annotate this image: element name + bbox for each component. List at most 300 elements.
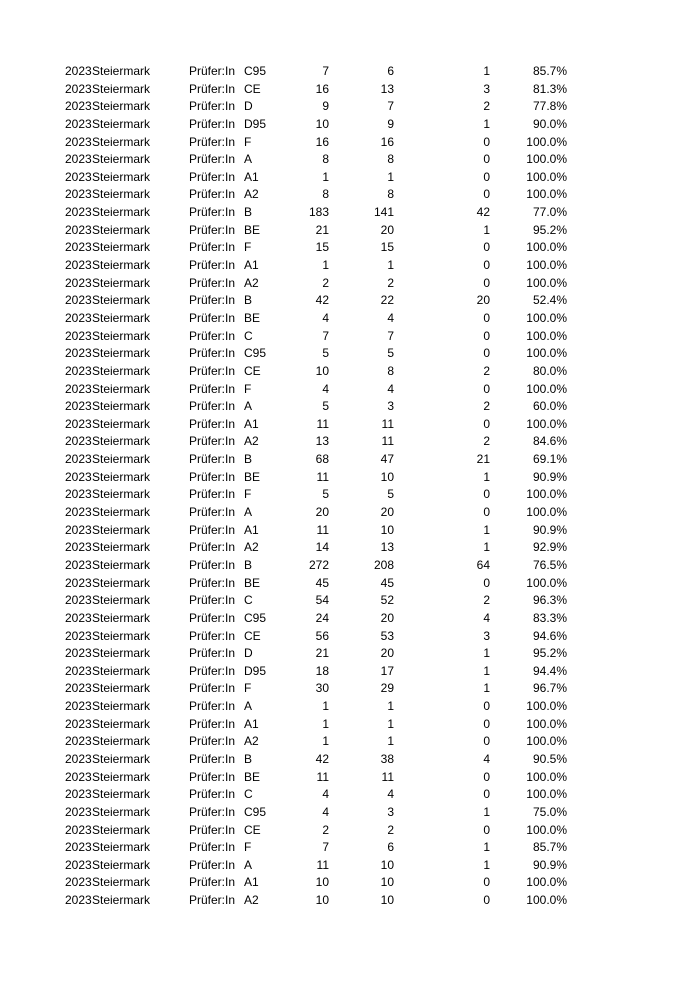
total-count-cell: 272: [308, 557, 329, 572]
failed-count-cell: 0: [483, 310, 490, 325]
year-cell: 2023: [65, 434, 92, 449]
passed-count-cell: 11: [381, 434, 394, 449]
table-row: [0, 116, 700, 134]
failed-count-cell: 1: [483, 663, 490, 678]
total-count-cell: 11: [316, 522, 329, 537]
year-cell: 2023: [65, 787, 92, 802]
passed-count-cell: 15: [380, 240, 394, 255]
pass-rate-cell: 83.3%: [532, 610, 567, 625]
total-count-cell: 21: [315, 222, 329, 237]
region-cell: Steiermark: [92, 804, 151, 819]
license-class-cell: D95: [244, 663, 267, 678]
region-cell: Steiermark: [92, 381, 151, 396]
total-count-cell: 2: [322, 275, 329, 290]
total-count-cell: 20: [315, 505, 329, 520]
region-cell: Steiermark: [92, 734, 151, 749]
region-cell: Steiermark: [92, 187, 151, 202]
examiner-role-cell: Prüfer:In: [189, 787, 236, 802]
region-cell: Steiermark: [92, 540, 151, 555]
examiner-role-cell: Prüfer:In: [189, 699, 236, 714]
total-count-cell: 7: [322, 840, 329, 855]
region-cell: Steiermark: [92, 416, 151, 431]
year-cell: 2023: [65, 258, 92, 273]
table-row: [0, 416, 700, 434]
total-count-cell: 30: [315, 681, 329, 696]
failed-count-cell: 0: [483, 134, 490, 149]
total-count-cell: 183: [308, 205, 329, 220]
passed-count-cell: 20: [380, 646, 394, 661]
passed-count-cell: 8: [387, 152, 394, 167]
region-cell: Steiermark: [92, 469, 151, 484]
failed-count-cell: 3: [483, 628, 490, 643]
examiner-role-cell: Prüfer:In: [189, 293, 236, 308]
license-class-cell: A: [244, 857, 253, 872]
year-cell: 2023: [65, 663, 92, 678]
region-cell: Steiermark: [92, 275, 151, 290]
year-cell: 2023: [65, 487, 92, 502]
examiner-role-cell: Prüfer:In: [189, 469, 236, 484]
license-class-cell: BE: [244, 310, 261, 325]
license-class-cell: C95: [244, 804, 267, 819]
table-row: [0, 539, 700, 557]
year-cell: 2023: [65, 505, 92, 520]
year-cell: 2023: [65, 593, 92, 608]
license-class-cell: A2: [244, 434, 259, 449]
failed-count-cell: 0: [483, 416, 490, 431]
total-count-cell: 1: [322, 734, 329, 749]
table-row: [0, 363, 700, 381]
examiner-role-cell: Prüfer:In: [189, 540, 236, 555]
region-cell: Steiermark: [92, 328, 151, 343]
pass-rate-cell: 100.0%: [526, 169, 567, 184]
failed-count-cell: 0: [483, 381, 490, 396]
pass-rate-cell: 84.6%: [532, 434, 567, 449]
table-row: [0, 645, 700, 663]
region-cell: Steiermark: [92, 610, 151, 625]
total-count-cell: 10: [315, 893, 329, 908]
table-row: [0, 292, 700, 310]
table-row: [0, 557, 700, 575]
pass-rate-cell: 92.9%: [532, 540, 567, 555]
license-class-cell: A: [244, 505, 253, 520]
year-cell: 2023: [65, 99, 92, 114]
table-row: [0, 804, 700, 822]
passed-count-cell: 4: [387, 310, 394, 325]
table-row: [0, 63, 700, 81]
table-row: [0, 275, 700, 293]
total-count-cell: 8: [322, 187, 329, 202]
examiner-role-cell: Prüfer:In: [189, 64, 236, 78]
region-cell: Steiermark: [92, 434, 151, 449]
failed-count-cell: 2: [483, 363, 490, 378]
examiner-role-cell: Prüfer:In: [189, 557, 236, 572]
total-count-cell: 13: [315, 434, 329, 449]
total-count-cell: 1: [322, 258, 329, 273]
table-row: [0, 151, 700, 169]
region-cell: Steiermark: [92, 505, 151, 520]
examiner-role-cell: Prüfer:In: [189, 275, 236, 290]
passed-count-cell: 38: [380, 751, 394, 766]
passed-count-cell: 20: [380, 610, 394, 625]
examiner-role-cell: Prüfer:In: [189, 222, 236, 237]
year-cell: 2023: [65, 699, 92, 714]
year-cell: 2023: [65, 540, 92, 555]
year-cell: 2023: [65, 416, 92, 431]
examiner-role-cell: Prüfer:In: [189, 434, 236, 449]
license-class-cell: A1: [244, 258, 259, 273]
pass-rate-cell: 100.0%: [526, 275, 567, 290]
examiner-role-cell: Prüfer:In: [189, 840, 236, 855]
passed-count-cell: 141: [373, 205, 394, 220]
table-row: [0, 222, 700, 240]
region-cell: Steiermark: [92, 487, 151, 502]
license-class-cell: CE: [244, 81, 261, 96]
examiner-role-cell: Prüfer:In: [189, 681, 236, 696]
pass-rate-cell: 100.0%: [526, 505, 567, 520]
table-row: [0, 469, 700, 487]
failed-count-cell: 1: [483, 857, 490, 872]
year-cell: 2023: [65, 575, 92, 590]
license-class-cell: CE: [244, 822, 261, 837]
total-count-cell: 5: [322, 487, 329, 502]
total-count-cell: 7: [322, 64, 329, 78]
year-cell: 2023: [65, 751, 92, 766]
table-row: [0, 628, 700, 646]
license-class-cell: A2: [244, 187, 259, 202]
license-class-cell: C95: [244, 610, 267, 625]
pass-rate-cell: 80.0%: [532, 363, 567, 378]
license-class-cell: B: [244, 293, 253, 308]
region-cell: Steiermark: [92, 363, 151, 378]
region-cell: Steiermark: [92, 134, 151, 149]
passed-count-cell: 1: [387, 716, 394, 731]
pass-rate-cell: 77.8%: [532, 99, 567, 114]
license-class-cell: C95: [244, 346, 267, 361]
year-cell: 2023: [65, 205, 92, 220]
failed-count-cell: 0: [483, 169, 490, 184]
year-cell: 2023: [65, 646, 92, 661]
year-cell: 2023: [65, 222, 92, 237]
license-class-cell: BE: [244, 222, 261, 237]
total-count-cell: 4: [322, 787, 329, 802]
total-count-cell: 56: [315, 628, 329, 643]
region-cell: Steiermark: [92, 99, 151, 114]
failed-count-cell: 0: [483, 487, 490, 502]
table-row: [0, 328, 700, 346]
failed-count-cell: 0: [483, 716, 490, 731]
examiner-role-cell: Prüfer:In: [189, 663, 236, 678]
region-cell: Steiermark: [92, 293, 151, 308]
pass-rate-cell: 100.0%: [526, 487, 567, 502]
region-cell: Steiermark: [92, 258, 151, 273]
pass-rate-cell: 90.9%: [532, 469, 567, 484]
passed-count-cell: 22: [380, 293, 394, 308]
table-row: [0, 592, 700, 610]
passed-count-cell: 1: [387, 258, 394, 273]
passed-count-cell: 17: [380, 663, 394, 678]
table-row: [0, 663, 700, 681]
pass-rate-cell: 100.0%: [526, 134, 567, 149]
year-cell: 2023: [65, 769, 92, 784]
license-class-cell: A2: [244, 893, 259, 908]
license-class-cell: C: [244, 328, 253, 343]
passed-count-cell: 2: [387, 275, 394, 290]
year-cell: 2023: [65, 522, 92, 537]
region-cell: Steiermark: [92, 893, 151, 908]
failed-count-cell: 1: [483, 540, 490, 555]
region-cell: Steiermark: [92, 822, 151, 837]
license-class-cell: F: [244, 681, 252, 696]
passed-count-cell: 8: [387, 363, 394, 378]
table-row: [0, 451, 700, 469]
passed-count-cell: 20: [380, 505, 394, 520]
pass-rate-cell: 95.2%: [532, 646, 567, 661]
region-cell: Steiermark: [92, 64, 151, 78]
failed-count-cell: 1: [483, 522, 490, 537]
pass-rate-cell: 77.0%: [532, 205, 567, 220]
failed-count-cell: 0: [483, 328, 490, 343]
pass-rate-cell: 100.0%: [526, 699, 567, 714]
table-row: [0, 769, 700, 787]
failed-count-cell: 0: [483, 505, 490, 520]
license-class-cell: F: [244, 487, 252, 502]
passed-count-cell: 16: [380, 134, 394, 149]
total-count-cell: 1: [322, 716, 329, 731]
total-count-cell: 7: [322, 328, 329, 343]
passed-count-cell: 10: [380, 469, 394, 484]
exam-results-table: [0, 63, 700, 910]
failed-count-cell: 2: [483, 99, 490, 114]
total-count-cell: 21: [315, 646, 329, 661]
pass-rate-cell: 75.0%: [532, 804, 567, 819]
examiner-role-cell: Prüfer:In: [189, 734, 236, 749]
region-cell: Steiermark: [92, 787, 151, 802]
failed-count-cell: 20: [476, 293, 490, 308]
table-row: [0, 257, 700, 275]
license-class-cell: A2: [244, 540, 259, 555]
pass-rate-cell: 81.3%: [532, 81, 567, 96]
total-count-cell: 18: [315, 663, 329, 678]
license-class-cell: A1: [244, 169, 259, 184]
pass-rate-cell: 100.0%: [526, 575, 567, 590]
pass-rate-cell: 100.0%: [526, 787, 567, 802]
pass-rate-cell: 95.2%: [532, 222, 567, 237]
passed-count-cell: 9: [387, 116, 394, 131]
failed-count-cell: 2: [483, 434, 490, 449]
license-class-cell: D: [244, 646, 253, 661]
pass-rate-cell: 60.0%: [532, 399, 567, 414]
pass-rate-cell: 76.5%: [532, 557, 567, 572]
passed-count-cell: 53: [380, 628, 394, 643]
pass-rate-cell: 69.1%: [532, 452, 567, 467]
table-row: [0, 81, 700, 99]
failed-count-cell: 1: [483, 840, 490, 855]
passed-count-cell: 3: [387, 804, 394, 819]
license-class-cell: B: [244, 557, 253, 572]
license-class-cell: A2: [244, 275, 259, 290]
examiner-role-cell: Prüfer:In: [189, 381, 236, 396]
region-cell: Steiermark: [92, 751, 151, 766]
region-cell: Steiermark: [92, 310, 151, 325]
year-cell: 2023: [65, 857, 92, 872]
total-count-cell: 9: [322, 99, 329, 114]
examiner-role-cell: Prüfer:In: [189, 328, 236, 343]
license-class-cell: F: [244, 840, 252, 855]
examiner-role-cell: Prüfer:In: [189, 593, 236, 608]
table-row: [0, 680, 700, 698]
examiner-role-cell: Prüfer:In: [189, 875, 236, 890]
year-cell: 2023: [65, 363, 92, 378]
total-count-cell: 4: [322, 804, 329, 819]
examiner-role-cell: Prüfer:In: [189, 610, 236, 625]
region-cell: Steiermark: [92, 716, 151, 731]
region-cell: Steiermark: [92, 452, 151, 467]
pass-rate-cell: 100.0%: [526, 310, 567, 325]
passed-count-cell: 10: [380, 893, 394, 908]
failed-count-cell: 64: [476, 557, 490, 572]
license-class-cell: B: [244, 205, 253, 220]
total-count-cell: 11: [316, 416, 329, 431]
passed-count-cell: 6: [387, 64, 394, 78]
table-row: [0, 486, 700, 504]
total-count-cell: 68: [315, 452, 329, 467]
table-row: [0, 874, 700, 892]
failed-count-cell: 42: [476, 205, 490, 220]
examiner-role-cell: Prüfer:In: [189, 487, 236, 502]
table-row: [0, 98, 700, 116]
total-count-cell: 42: [315, 293, 329, 308]
pass-rate-cell: 94.4%: [532, 663, 567, 678]
failed-count-cell: 1: [483, 116, 490, 131]
license-class-cell: A: [244, 152, 253, 167]
passed-count-cell: 20: [380, 222, 394, 237]
examiner-role-cell: Prüfer:In: [189, 346, 236, 361]
pass-rate-cell: 96.3%: [532, 593, 567, 608]
failed-count-cell: 1: [483, 804, 490, 819]
failed-count-cell: 0: [483, 240, 490, 255]
year-cell: 2023: [65, 328, 92, 343]
total-count-cell: 10: [315, 875, 329, 890]
year-cell: 2023: [65, 822, 92, 837]
passed-count-cell: 13: [380, 81, 394, 96]
region-cell: Steiermark: [92, 699, 151, 714]
license-class-cell: A: [244, 699, 253, 714]
year-cell: 2023: [65, 293, 92, 308]
total-count-cell: 24: [315, 610, 329, 625]
examiner-role-cell: Prüfer:In: [189, 205, 236, 220]
failed-count-cell: 0: [483, 275, 490, 290]
passed-count-cell: 4: [387, 381, 394, 396]
pass-rate-cell: 100.0%: [526, 240, 567, 255]
total-count-cell: 11: [316, 857, 329, 872]
examiner-role-cell: Prüfer:In: [189, 363, 236, 378]
failed-count-cell: 1: [483, 681, 490, 696]
total-count-cell: 10: [315, 116, 329, 131]
region-cell: Steiermark: [92, 663, 151, 678]
failed-count-cell: 2: [483, 593, 490, 608]
pass-rate-cell: 100.0%: [526, 734, 567, 749]
pass-rate-cell: 90.9%: [532, 857, 567, 872]
region-cell: Steiermark: [92, 857, 151, 872]
passed-count-cell: 3: [387, 399, 394, 414]
total-count-cell: 15: [315, 240, 329, 255]
pass-rate-cell: 100.0%: [526, 187, 567, 202]
total-count-cell: 42: [315, 751, 329, 766]
year-cell: 2023: [65, 381, 92, 396]
pass-rate-cell: 100.0%: [526, 822, 567, 837]
region-cell: Steiermark: [92, 875, 151, 890]
failed-count-cell: 1: [483, 64, 490, 78]
license-class-cell: A2: [244, 734, 259, 749]
passed-count-cell: 1: [387, 699, 394, 714]
examiner-role-cell: Prüfer:In: [189, 522, 236, 537]
passed-count-cell: 10: [380, 522, 394, 537]
total-count-cell: 5: [322, 399, 329, 414]
passed-count-cell: 2: [387, 822, 394, 837]
region-cell: Steiermark: [92, 240, 151, 255]
license-class-cell: D: [244, 99, 253, 114]
examiner-role-cell: Prüfer:In: [189, 769, 236, 784]
year-cell: 2023: [65, 840, 92, 855]
examiner-role-cell: Prüfer:In: [189, 416, 236, 431]
examiner-role-cell: Prüfer:In: [189, 169, 236, 184]
license-class-cell: BE: [244, 469, 261, 484]
failed-count-cell: 2: [483, 399, 490, 414]
passed-count-cell: 47: [380, 452, 394, 467]
failed-count-cell: 0: [483, 152, 490, 167]
pass-rate-cell: 100.0%: [526, 716, 567, 731]
pass-rate-cell: 100.0%: [526, 152, 567, 167]
failed-count-cell: 0: [483, 346, 490, 361]
region-cell: Steiermark: [92, 152, 151, 167]
total-count-cell: 16: [315, 134, 329, 149]
examiner-role-cell: Prüfer:In: [189, 399, 236, 414]
year-cell: 2023: [65, 716, 92, 731]
total-count-cell: 45: [315, 575, 329, 590]
total-count-cell: 14: [315, 540, 329, 555]
table-row: [0, 857, 700, 875]
failed-count-cell: 0: [483, 734, 490, 749]
examiner-role-cell: Prüfer:In: [189, 822, 236, 837]
pass-rate-cell: 90.5%: [532, 751, 567, 766]
pass-rate-cell: 85.7%: [532, 64, 567, 78]
license-class-cell: A1: [244, 875, 259, 890]
table-row: [0, 433, 700, 451]
region-cell: Steiermark: [92, 557, 151, 572]
failed-count-cell: 0: [483, 893, 490, 908]
total-count-cell: 10: [315, 363, 329, 378]
region-cell: Steiermark: [92, 399, 151, 414]
license-class-cell: C95: [244, 64, 267, 78]
table-row: [0, 204, 700, 222]
year-cell: 2023: [65, 804, 92, 819]
year-cell: 2023: [65, 893, 92, 908]
passed-count-cell: 7: [387, 99, 394, 114]
table-row: [0, 716, 700, 734]
pass-rate-cell: 100.0%: [526, 893, 567, 908]
examiner-role-cell: Prüfer:In: [189, 81, 236, 96]
failed-count-cell: 21: [476, 452, 490, 467]
passed-count-cell: 10: [380, 875, 394, 890]
table-row: [0, 169, 700, 187]
year-cell: 2023: [65, 628, 92, 643]
license-class-cell: B: [244, 751, 253, 766]
region-cell: Steiermark: [92, 346, 151, 361]
examiner-role-cell: Prüfer:In: [189, 452, 236, 467]
region-cell: Steiermark: [92, 681, 151, 696]
total-count-cell: 5: [322, 346, 329, 361]
table-row: [0, 310, 700, 328]
